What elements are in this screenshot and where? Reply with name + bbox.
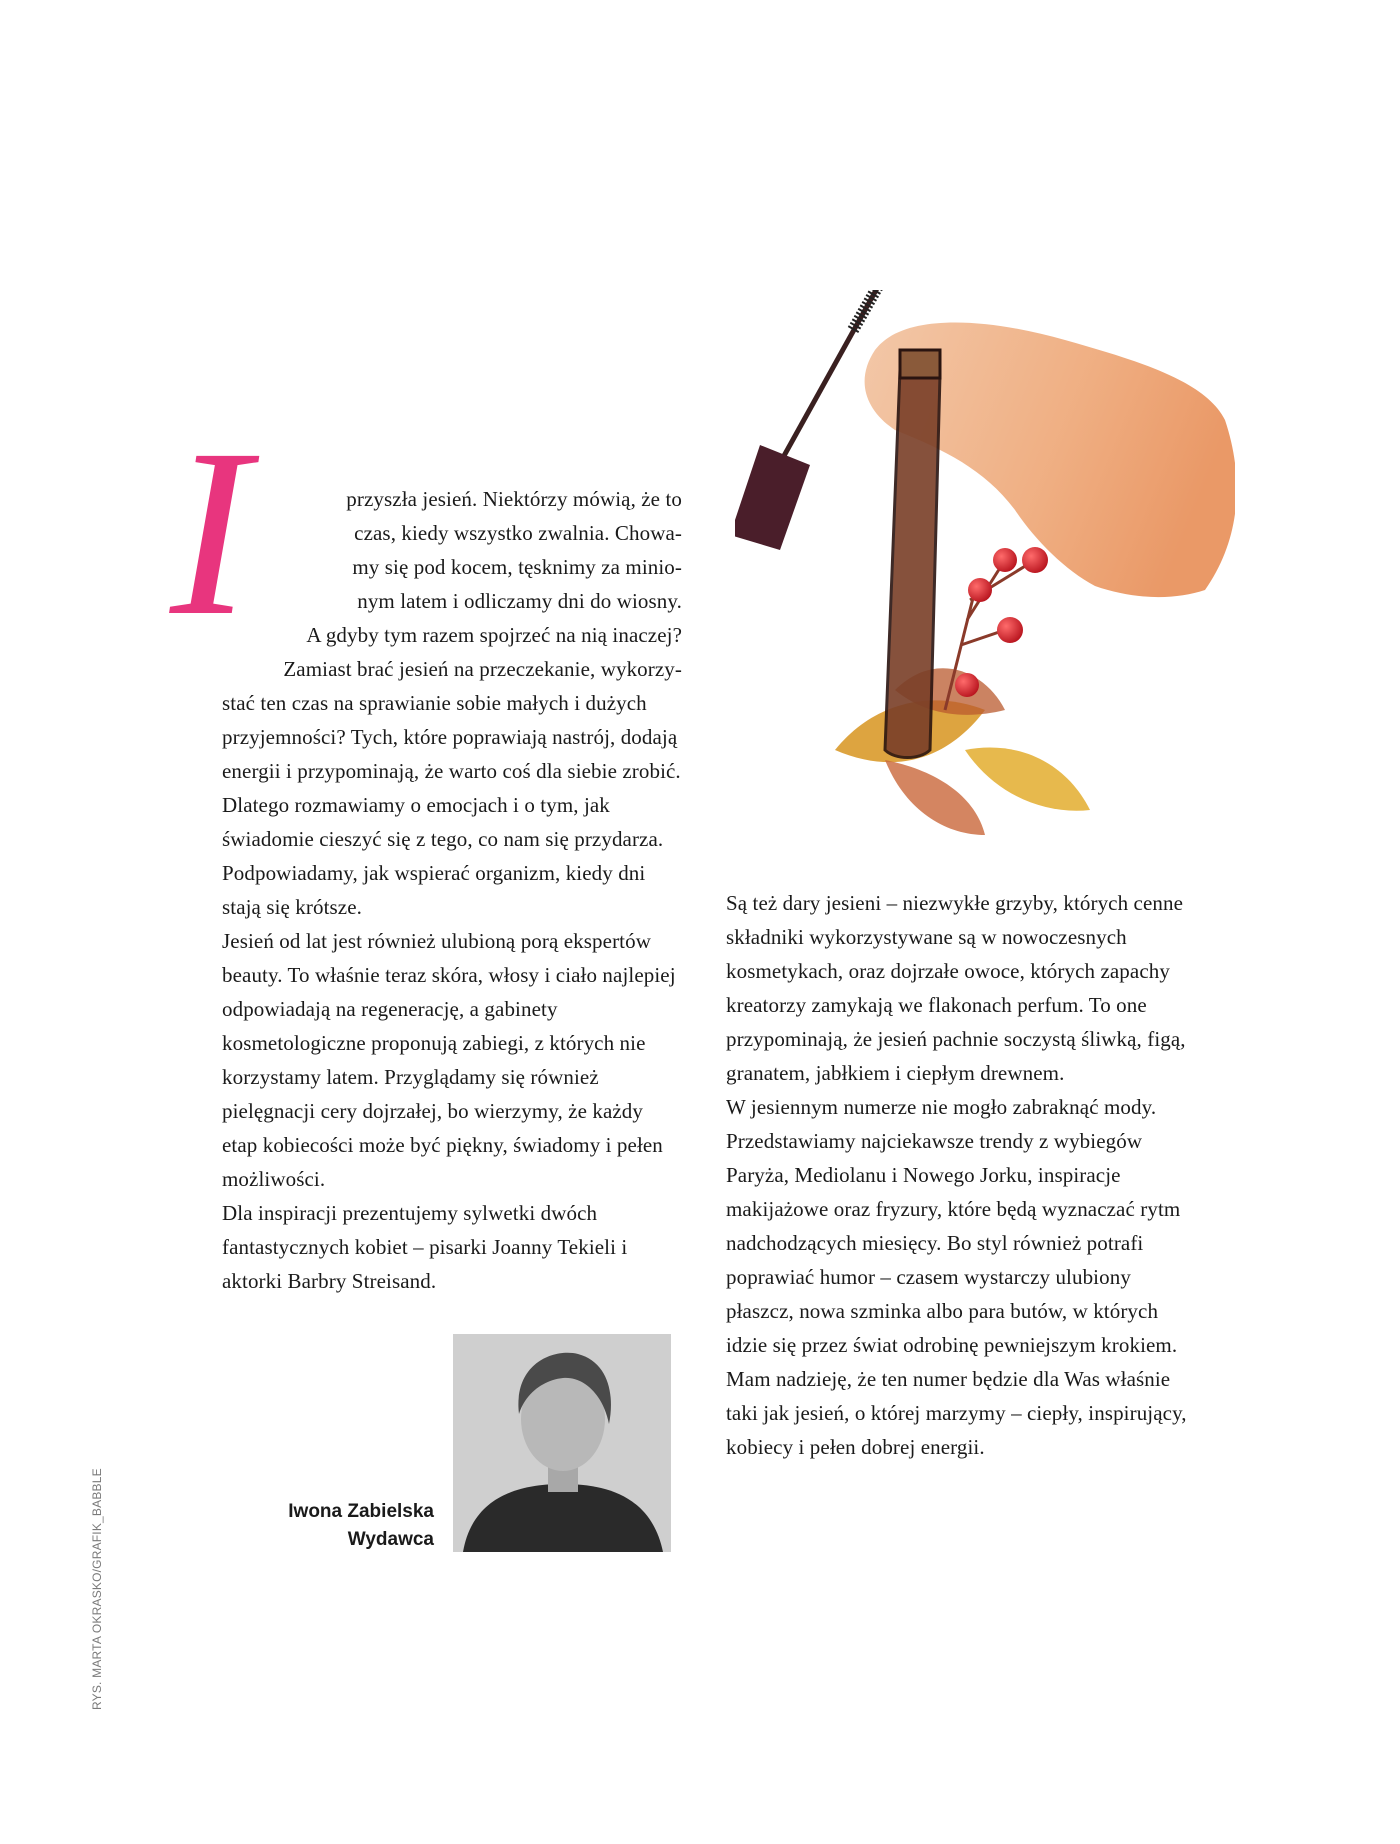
berry	[997, 617, 1023, 643]
intro-block	[222, 482, 682, 686]
paragraph: Są też dary jesieni – niezwykłe grzyby, których cenne składniki wykorzystywane są w nowoczesnych kosmetykach, oraz dojrzałe owoce, których zapachy kreatorzy zamykają we flakonach perfum. To one przypominają, że jesień pachnie soczystą śliwką, figą, granatem, jabłkiem i ciepłym drewnem.	[726, 891, 1186, 1085]
signature	[220, 1498, 434, 1554]
signature-role: Wydawca	[347, 1529, 434, 1550]
mascara-cap	[735, 445, 810, 550]
paragraph: W jesiennym numerze nie mogło zabraknąć mody. Przedstawiamy najciekawsze trendy z wybiegów Paryża, Mediolanu i Nowego Jorku, inspiracje makijażowe oraz fryzury, które będą wyznaczać rytm nadchodzących miesięcy. Bo styl również potrafi poprawiać humor – czasem wystarczy ulubiony płaszcz, nowa szminka albo para butów, w których idzie się przez świat odrobinę pewniejszym krokiem.	[726, 1095, 1181, 1357]
intro-line: czas, kiedy wszystko zwalnia. Chowa-	[354, 521, 682, 545]
berry	[968, 578, 992, 602]
leaf	[885, 760, 985, 835]
intro-line: nym latem i odliczamy dni do wiosny.	[357, 589, 682, 613]
intro-line: Zamiast brać jesień na przeczekanie, wykorzy-	[283, 657, 682, 681]
paragraph: Jesień od lat jest również ulubioną porą ekspertów beauty. To właśnie teraz skóra, włosy i ciało najlepiej odpowiadają na regenerację, a gabinety kosmetologiczne proponują zabiegi, z których nie korzystamy latem. Przyglądamy się również pielęgnacji cery dojrzałej, bo wierzymy, że każdy etap kobiecości może być piękny, świadomy i pełen możliwości.	[222, 929, 676, 1191]
berry	[993, 548, 1017, 572]
editorial-right-column	[726, 886, 1190, 1464]
berry	[955, 673, 979, 697]
signature-name: Iwona Zabielska	[288, 1501, 434, 1522]
intro-line: przyszła jesień. Niektórzy mówią, że to	[346, 487, 682, 511]
autumn-mascara-illustration	[735, 290, 1235, 850]
drop-cap: I	[170, 399, 250, 665]
intro-line: A gdyby tym razem spojrzeć na nią inaczej?	[306, 623, 682, 647]
illustration-credit: RYS. MARTA OKRASKO/GRAFIK_BABBLE	[90, 1468, 104, 1710]
tube-neck	[900, 350, 940, 378]
paragraph: stać ten czas na sprawianie sobie małych i dużych przyjemności? Tych, które poprawiają nastrój, dodają energii i przypominają, że warto coś dla siebie zrobić. Dlatego rozmawiamy o emocjach i o tym, jak świadomie cieszyć się z tego, co nam się przydarza. Podpowiadamy, jak wspierać organizm, kiedy dni stają się krótsze.	[222, 691, 681, 919]
paragraph: Mam nadzieję, że ten numer będzie dla Was właśnie taki jak jesień, o której marzymy – ciepły, inspirujący, kobiecy i pełen dobrej energii.	[726, 1367, 1187, 1459]
intro-line: my się pod kocem, tęsknimy za minio-	[352, 555, 682, 579]
paragraph: Dla inspiracji prezentujemy sylwetki dwóch fantastycznych kobiet – pisarki Joanny Tekieli i aktorki Barbry Streisand.	[222, 1201, 628, 1293]
publisher-portrait	[453, 1334, 671, 1552]
berry	[1022, 547, 1048, 573]
leaf	[965, 748, 1090, 811]
editorial-left-column	[222, 482, 682, 1298]
